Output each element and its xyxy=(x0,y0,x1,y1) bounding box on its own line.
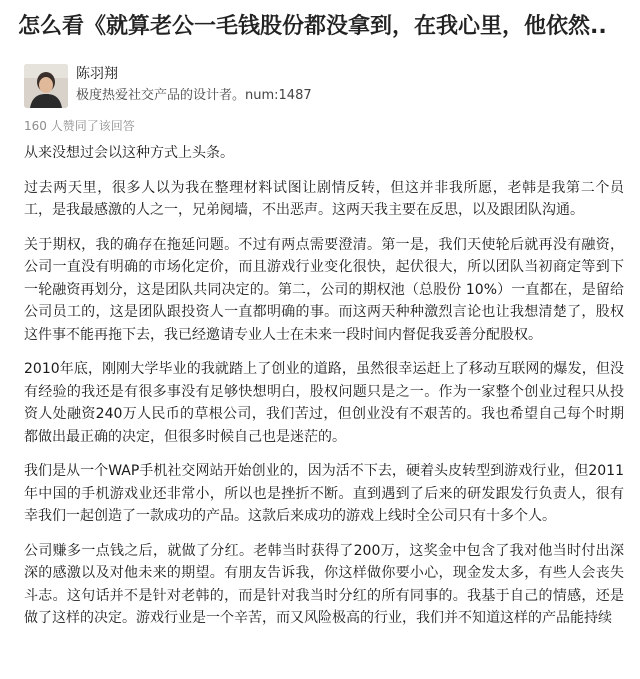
answer-paragraph: 从来没想过会以这种方式上头条。 xyxy=(24,145,234,161)
avatar[interactable] xyxy=(24,64,68,108)
author-bio: 极度热爱社交产品的设计者。num:1487 xyxy=(76,88,312,103)
vote-count[interactable]: 160 人赞同了该回答 xyxy=(24,119,135,133)
author-name[interactable]: 陈羽翔 xyxy=(76,66,118,82)
answer-paragraph: 2010年底，刚刚大学毕业的我就踏上了创业的道路，虽然很幸运赶上了移动互联网的爆发，但没有经验的我还是有很多事没有足够快想明白，股权问题只是之一。作为一家整个创业过程只从投资人处融资240万人民币的草根公司，我们苦过，但创业没有不艰苦的。我也希望自己每个时期都做出最正确的决定，但很多时候自己也是迷茫的。 xyxy=(24,361,624,445)
answer-content xyxy=(24,142,624,642)
answer-paragraph: 我们是从一个WAP手机社交网站开始创业的，因为活不下去，硬着头皮转型到游戏行业，但2011年中国的手机游戏业还非常小，所以也是挫折不断。直到遇到了后来的研发跟发行负责人，很有幸我们一起创造了一款成功的产品。这款后来成功的游戏上线时全公司只有十多个人。 xyxy=(24,463,624,524)
answer-paragraph: 公司赚多一点钱之后，就做了分红。老韩当时获得了200万，这奖金中包含了我对他当时付出深深的感激以及对他未来的期望。有朋友告诉我，你这样做你要小心，现金发太多，有些人会丧失斗志。这句话并不是针对老韩的，而是针对我当时分红的所有同事的。我基于自己的情感，还是做了这样的决定。游戏行业是一个辛苦，而又风险极高的行业，我们并不知道这样的产品能持续 xyxy=(24,542,624,626)
author-info xyxy=(24,64,624,108)
user-avatar-icon xyxy=(24,64,68,108)
answer-paragraph: 过去两天里，很多人以为我在整理材料试图让剧情反转，但这并非我所愿，老韩是我第二个员工，是我最感激的人之一，兄弟阋墙，不出恶声。这两天我主要在反思，以及跟团队沟通。 xyxy=(24,179,624,218)
answer-paragraph: 关于期权，我的确存在拖延问题。不过有两点需要澄清。第一是，我们天使轮后就再没有融资，公司一直没有明确的市场化定价，而且游戏行业变化很快，起伏很大，所以团队当初商定等到下一轮融资再划分，这是团队共同决定的。第二，公司的期权池（总股份 10%）一直都在，是留给公司员工的，这是团队跟投资人一直都明确的事。而这两天种种激烈言论也让我想清楚了，股权这件事不能再拖下去，我已经邀请专业人士在未来一段时间内督促我妥善分配股权。 xyxy=(24,236,624,343)
page-title: 怎么看《就算老公一毛钱股份都没拿到，在我心里，他依然.. xyxy=(18,14,607,39)
